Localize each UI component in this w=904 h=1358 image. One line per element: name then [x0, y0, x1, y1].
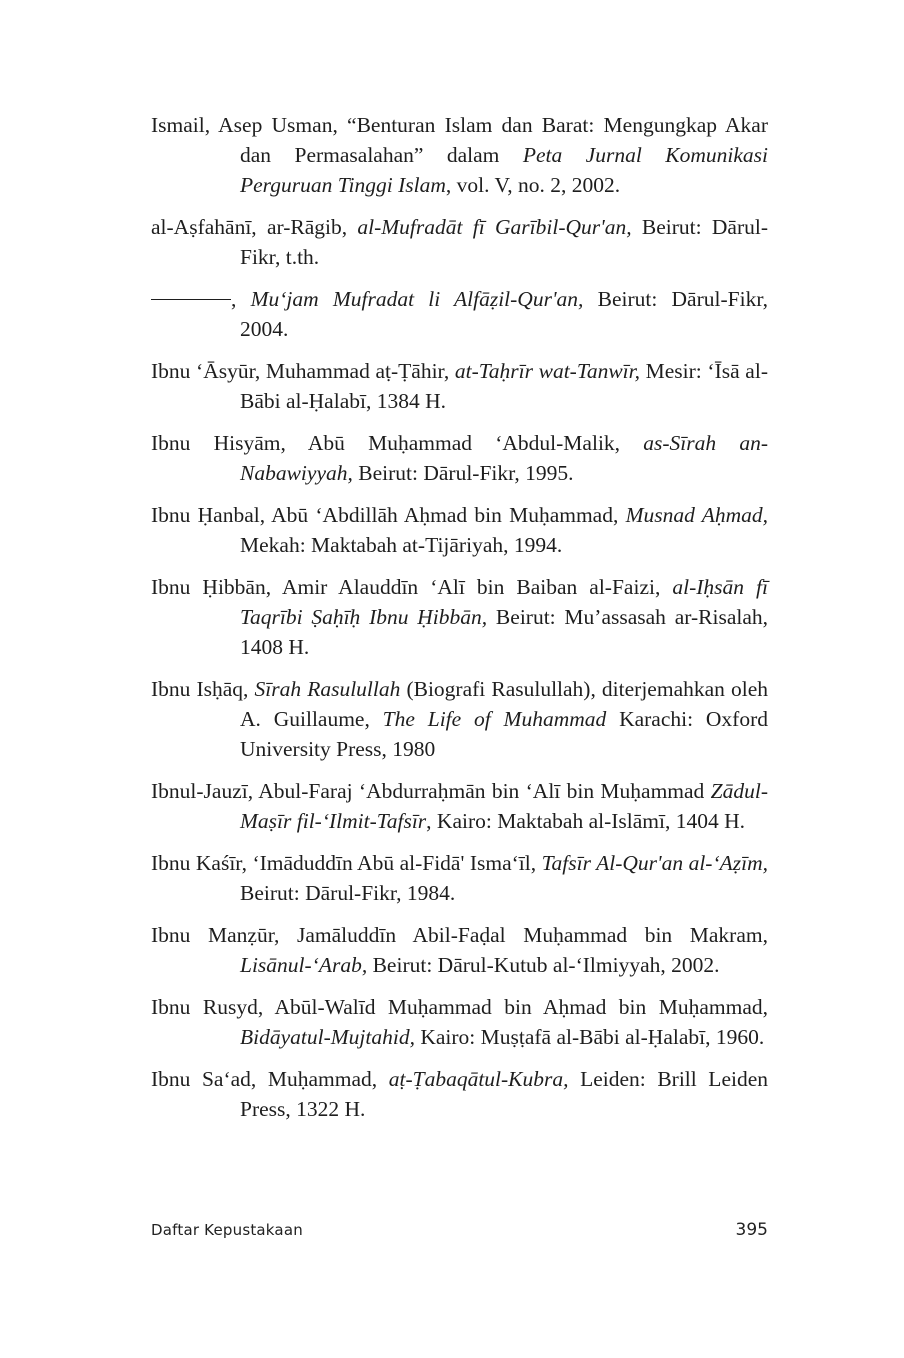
page-footer — [151, 1220, 768, 1240]
entry-text: Mesir: ‘Īsā al-Bābi al-Ḥalabī, 1384 H. — [240, 359, 768, 413]
bibliography-entry — [151, 428, 768, 488]
entry-text: Kairo: Muṣṭafā al-Bābi al-Ḥalabī, 1960. — [414, 1025, 765, 1049]
bibliography-entry — [151, 1064, 768, 1124]
entry-text: Ibnu Sa‘ad, Muḥammad, — [151, 1067, 389, 1091]
entry-text: Beirut: Dārul-Fikr, t.th. — [240, 215, 768, 269]
bibliography-entry — [151, 356, 768, 416]
entry-text: Ibnu Hisyām, Abū Muḥammad ‘Abdul-Malik, — [151, 431, 644, 455]
entry-text: Beirut: Mu’assasah ar-Risalah, 1408 H. — [240, 605, 769, 659]
entry-text: al-Aṣfahānī, ar-Rāgib, — [151, 215, 358, 239]
bibliography-entry — [151, 848, 768, 908]
entry-text: Ibnu Ḥibbān, Amir Alauddīn ‘Alī bin Baiban al-Faizi, — [151, 575, 673, 599]
entry-title-italic: al-Mufradāt fī Garībil-Qur'an, — [357, 215, 632, 239]
bibliography-entry — [151, 284, 768, 344]
bibliography-list — [151, 110, 768, 1136]
entry-text: Ismail, Asep Usman, “Benturan Islam dan Barat: Mengungkap Akar dan Permasalahan” dalam — [151, 113, 768, 167]
entry-title-italic: at-Taḥrīr wat-Tanwīr, — [454, 359, 640, 383]
entry-title-italic: Peta Jurnal Komunikasi Perguruan Tinggi Islam — [240, 143, 768, 197]
entry-text: Beirut: Dārul-Fikr, 2004. — [240, 287, 769, 341]
entry-title-italic: The Life of Muhammad — [382, 707, 607, 731]
entry-text: Ibnu Kaśīr, ‘Imāduddīn Abū al-Fidā' Isma‘īl, — [151, 851, 542, 875]
entry-text: Ibnu ‘Āsyūr, Muhammad aṭ-Ṭāhir, — [151, 359, 455, 383]
page-number: 395 — [735, 1220, 768, 1240]
entry-title-italic: Mu‘jam Mufradat li Alfāẓil-Qur'an, — [250, 287, 584, 311]
entry-text: , Kairo: Maktabah al-Islāmī, 1404 H. — [426, 809, 746, 833]
entry-text: Beirut: Dārul-Fikr, 1984. — [240, 881, 456, 905]
bibliography-entry — [151, 110, 768, 200]
entry-title-italic: aṭ-Ṭabaqātul-Kubra, — [388, 1067, 569, 1091]
entry-text: Ibnul-Jauzī, Abul-Faraj ‘Abdurraḥmān bin ‘Alī bin Muḥammad — [151, 779, 711, 803]
bibliography-entry — [151, 572, 768, 662]
entry-title-italic: Bidāyatul-Mujtahid, — [240, 1025, 415, 1049]
entry-title-italic: Musnad Aḥmad, — [625, 503, 768, 527]
same-author-rule — [151, 299, 231, 300]
entry-text: Leiden: Brill Leiden Press, 1322 H. — [240, 1067, 769, 1121]
entry-text: (Biografi Rasulullah), diterjemahkan oleh A. Guillaume, — [240, 677, 769, 731]
entry-text: Karachi: Oxford University Press, 1980 — [240, 707, 768, 761]
entry-title-italic: Sīrah Rasulullah — [254, 677, 401, 701]
entry-text: , vol. V, no. 2, 2002. — [445, 173, 621, 197]
entry-title-italic: Zādul-Maṣīr fil-‘Ilmit-Tafsīr — [240, 779, 768, 833]
entry-text: Ibnu Ḥanbal, Abū ‘Abdillāh Aḥmad bin Muḥammad, — [151, 503, 626, 527]
running-title: Daftar Kepustakaan — [151, 1221, 303, 1239]
bibliography-entry — [151, 674, 768, 764]
entry-text: Beirut: Dārul-Fikr, 1995. — [352, 461, 574, 485]
entry-title-italic: al-Iḥsān fī Taqrībi Ṣaḥīḥ Ibnu Ḥibbān, — [240, 575, 768, 629]
bibliography-entry — [151, 776, 768, 836]
bibliography-entry — [151, 920, 768, 980]
bibliography-entry — [151, 992, 768, 1052]
entry-text: Ibnu Manẓūr, Jamāluddīn Abil-Faḍal Muḥammad bin Makram, — [151, 923, 768, 947]
bibliography-entry — [151, 500, 768, 560]
entry-title-italic: as-Sīrah an-Nabawiyyah, — [240, 431, 768, 485]
bibliography-entry — [151, 212, 768, 272]
entry-text: Beirut: Dārul-Kutub al-‘Ilmiyyah, 2002. — [367, 953, 720, 977]
entry-title-italic: Lisānul-‘Arab, — [240, 953, 368, 977]
entry-text: Mekah: Maktabah at-Tijāriyah, 1994. — [240, 533, 563, 557]
entry-text: Ibnu Isḥāq, — [151, 677, 255, 701]
entry-text: , — [231, 287, 251, 311]
entry-title-italic: Tafsīr Al-Qur'an al-‘Aẓīm, — [541, 851, 768, 875]
entry-text: Ibnu Rusyd, Abūl-Walīd Muḥammad bin Aḥmad bin Muḥammad, — [151, 995, 768, 1019]
